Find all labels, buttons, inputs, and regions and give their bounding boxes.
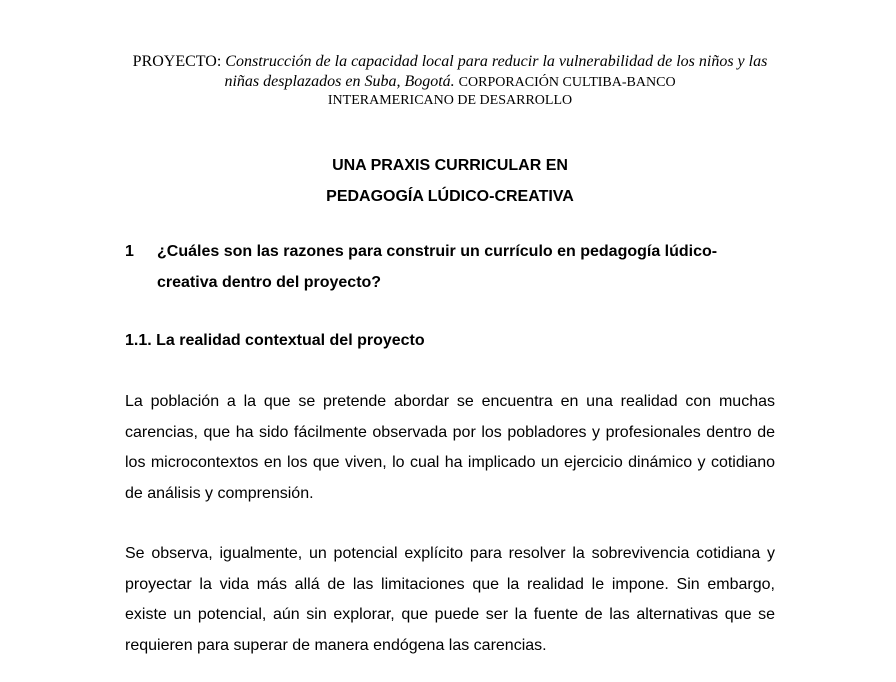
document-title-line-1: UNA PRAXIS CURRICULAR EN [332,157,568,174]
section-1-1-heading: 1.1. La realidad contextual del proyecto [125,332,425,349]
section-1-number: 1 [125,243,134,260]
project-label: PROYECTO [132,53,217,70]
section-1-question: ¿Cuáles son las razones para construir un currículo en pedagogía lúdico-creativa dentro del proyecto? [157,243,718,291]
organization-line-2: INTERAMERICANO DE DESARROLLO [327,93,573,108]
document-title-line-2: PEDAGOGÍA LÚDICO-CREATIVA [326,188,574,205]
paragraph-2: Se observa, igualmente, un potencial explícito para resolver la sobrevivencia cotidiana y proyectar la vida más allá de las limitaciones que la realidad le impone. Sin embargo, existe un potencial, aún sin explorar, que puede ser la fuente de las alternativas que se requieren para superar de manera endógena las carencias. [125,545,775,654]
project-header [120,52,780,108]
project-label-colon: : [216,53,222,70]
section-1-heading [125,236,777,298]
paragraph-1: La población a la que se pretende abordar se encuentra en una realidad con muchas carencias, que ha sido fácilmente observada por los pobladores y profesionales dentro de los microcontextos en los que viven, lo cual ha implicado un ejercicio dinámico y cotidiano de análisis y comprensión. [125,393,775,502]
project-title: Construcción de la capacidad local para reducir la vulnerabilidad de los niños y las niñas desplazados en Suba, Bogotá. [224,53,768,90]
organization-line-1: CORPORACIÓN CULTIBA-BANCO [458,75,676,90]
